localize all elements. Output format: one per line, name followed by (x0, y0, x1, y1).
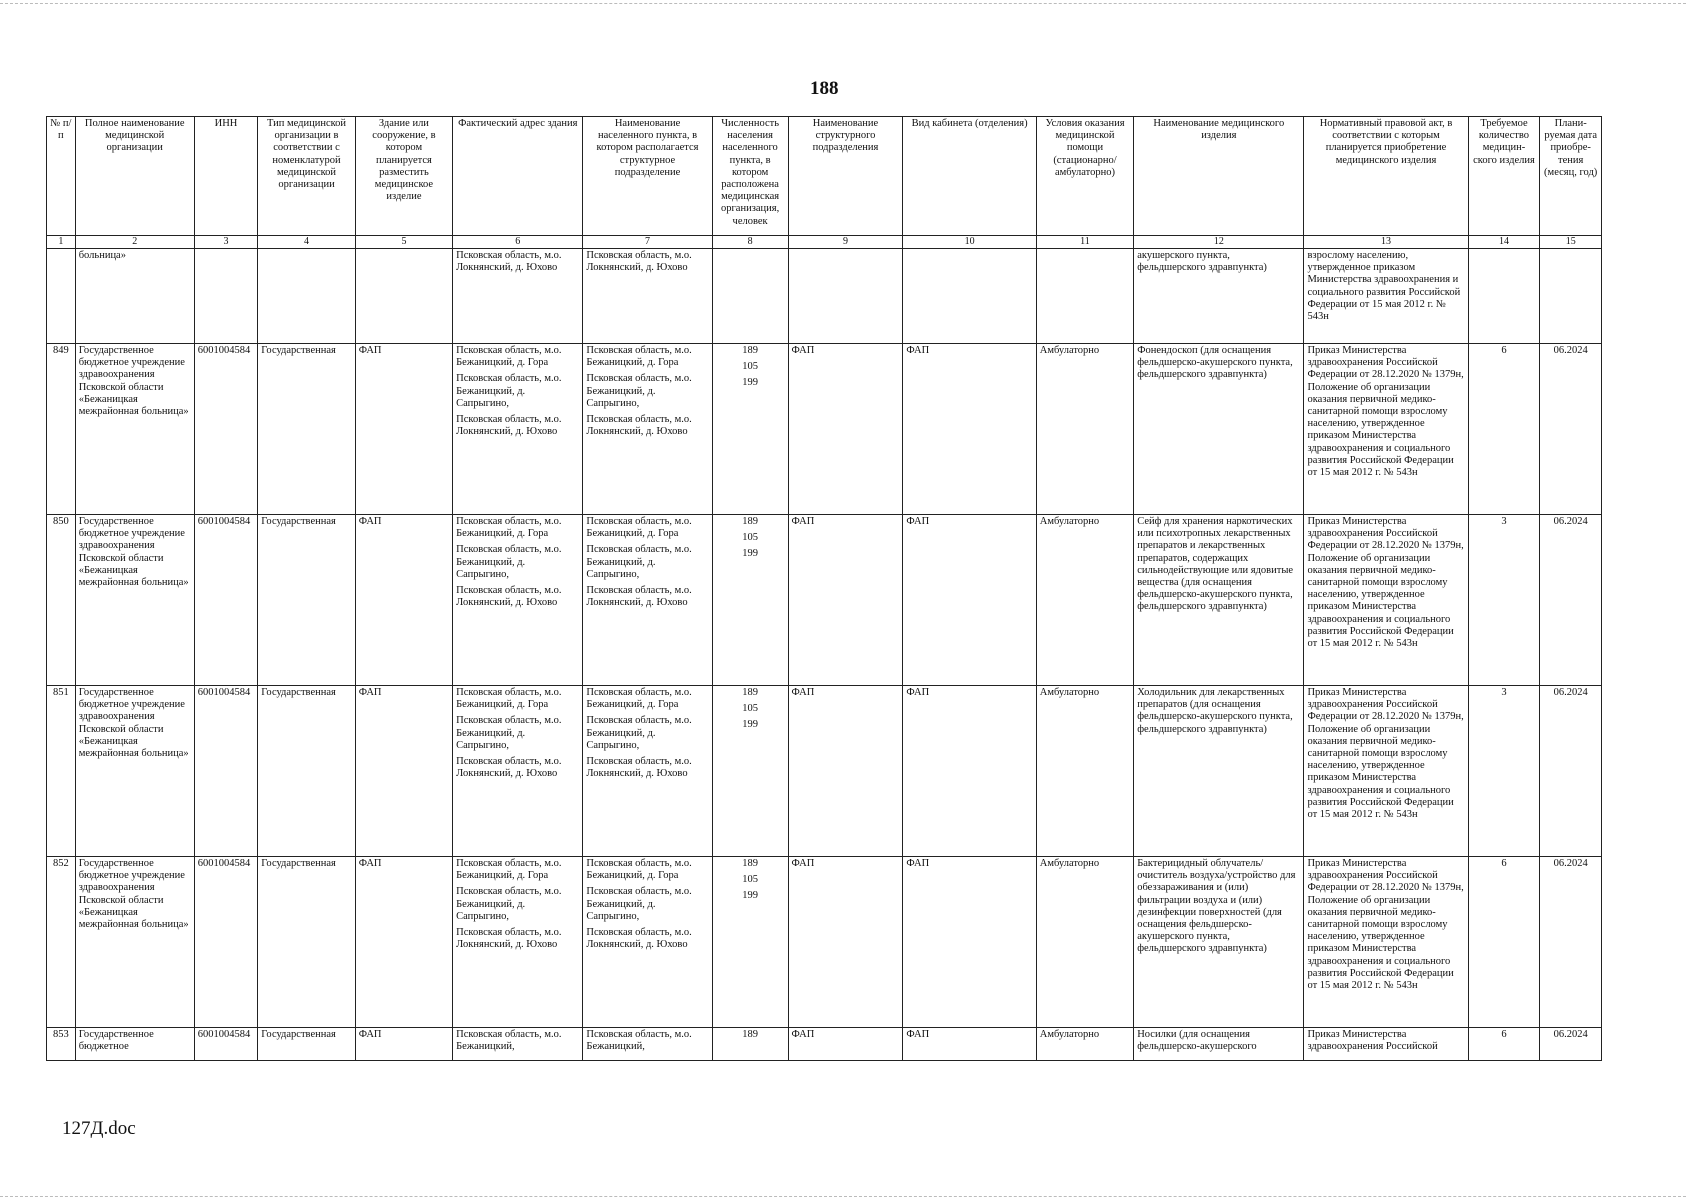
column-number: 11 (1036, 236, 1133, 249)
column-number: 13 (1304, 236, 1468, 249)
legal-act-cell: Приказ Министерства здравоохранения Российской Федерации от 28.12.2020 № 1379н, Положение об организации оказания первичной медико-санитарной помощи взрослому населению, утвержденное приказом Министерства здравоохранения и социального развития Российской Федерации от 15 мая 2012 г. № 543н (1304, 857, 1468, 1028)
settlement-cell (583, 344, 712, 515)
address-cell (453, 686, 583, 857)
quantity-cell: 3 (1468, 686, 1540, 857)
table-row (47, 515, 1602, 686)
settlement-cell-line: Псковская область, м.о. Бежаницкий, д. Гора (586, 687, 692, 711)
address-cell-line: Псковская область, м.о. Бежаницкий, д. Гора (456, 345, 562, 369)
inn-cell: 6001004584 (194, 857, 258, 1028)
cont-settlement: Псковская область, м.о. Локнянский, д. Юхово (583, 249, 712, 344)
settlement-cell-line: Псковская область, м.о. Локнянский, д. Юхово (586, 414, 692, 438)
record-number: 851 (47, 686, 76, 857)
org-type-cell: Государственная (258, 686, 355, 857)
purchase-date-cell: 06.2024 (1540, 686, 1602, 857)
address-cell-line: Псковская область, м.о. Локнянский, д. Юхово (456, 927, 562, 951)
population-cell-line: 199 (742, 377, 758, 389)
population-cell-line: 189 (742, 516, 758, 527)
address-cell-line: Псковская область, м.о. Бежаницкий, д. Гора (456, 858, 562, 882)
column-number: 7 (583, 236, 712, 249)
purchase-date-cell: 06.2024 (1540, 1028, 1602, 1061)
organization-name: Государственное бюджетное учреждение здравоохранения Псковской области «Бежаницкая межрайонная больница» (75, 686, 194, 857)
address-cell-line: Псковская область, м.о. Бежаницкий, д. Сапрыгино, (456, 886, 562, 922)
address-cell (453, 344, 583, 515)
equipment-table (46, 116, 1602, 1061)
column-number: 1 (47, 236, 76, 249)
quantity-cell: 6 (1468, 857, 1540, 1028)
record-number: 849 (47, 344, 76, 515)
unit-cell: ФАП (788, 857, 903, 1028)
population-cell-line: 189 (742, 687, 758, 698)
address-cell-line: Псковская область, м.о. Локнянский, д. Юхово (456, 756, 562, 780)
inn-cell: 6001004584 (194, 1028, 258, 1061)
organization-name: Государственное бюджетное учреждение здравоохранения Псковской области «Бежаницкая межрайонная больница» (75, 857, 194, 1028)
conditions-cell: Амбулаторно (1036, 515, 1133, 686)
quantity-cell: 6 (1468, 1028, 1540, 1061)
column-header: Численность населения населенного пункта, в котором расположена медицинская организация, человек (712, 117, 788, 236)
population-cell-line: 105 (742, 874, 758, 886)
inn-cell: 6001004584 (194, 344, 258, 515)
population-cell-line: 189 (742, 1029, 758, 1040)
inn-cell: 6001004584 (194, 515, 258, 686)
conditions-cell: Амбулаторно (1036, 686, 1133, 857)
column-header: Наименование структурного подразделения (788, 117, 903, 236)
building-cell: ФАП (355, 344, 452, 515)
continuation-row (47, 249, 1602, 344)
device-name-cell: Сейф для хранения наркотических или психотропных лекарственных препаратов и лекарственных препаратов, содержащих сильнодействующие или ядовитые вещества (для оснащения фельдшерско-акушерского пункта, фельдшерского здравпункта) (1134, 515, 1304, 686)
unit-cell: ФАП (788, 686, 903, 857)
settlement-cell-line: Псковская область, м.о. Бежаницкий, (586, 1029, 692, 1053)
settlement-cell-line: Псковская область, м.о. Бежаницкий, д. Сапрыгино, (586, 544, 692, 580)
organization-name: Государственное бюджетное учреждение здравоохранения Псковской области «Бежаницкая межрайонная больница» (75, 515, 194, 686)
column-number: 3 (194, 236, 258, 249)
purchase-date-cell: 06.2024 (1540, 515, 1602, 686)
column-number: 12 (1134, 236, 1304, 249)
quantity-cell: 3 (1468, 515, 1540, 686)
table-row (47, 344, 1602, 515)
conditions-cell: Амбулаторно (1036, 344, 1133, 515)
org-type-cell: Государственная (258, 857, 355, 1028)
address-cell (453, 857, 583, 1028)
column-number: 2 (75, 236, 194, 249)
column-header: Требуемое количество медицин-ского изделия (1468, 117, 1540, 236)
settlement-cell (583, 686, 712, 857)
population-cell-line: 199 (742, 890, 758, 902)
cont-address: Псковская область, м.о. Локнянский, д. Юхово (453, 249, 583, 344)
cont-org: больница» (75, 249, 194, 344)
population-cell-line: 199 (742, 548, 758, 560)
building-cell: ФАП (355, 1028, 452, 1061)
column-header: Нормативный правовой акт, в соответствии с которым планируется приобретение медицинского изделия (1304, 117, 1468, 236)
population-cell (712, 515, 788, 686)
column-header: Фактический адрес здания (453, 117, 583, 236)
settlement-cell-line: Псковская область, м.о. Локнянский, д. Юхово (586, 585, 692, 609)
table-row (47, 686, 1602, 857)
address-cell-line: Псковская область, м.о. Бежаницкий, д. Сапрыгино, (456, 373, 562, 409)
header-row (47, 117, 1602, 236)
population-cell-line: 189 (742, 345, 758, 356)
column-header: Здание или сооружение, в котором планируется разместить медицинское изделие (355, 117, 452, 236)
cont-device: акушерского пункта, фельдшерского здравпункта) (1134, 249, 1304, 344)
file-name-footer: 127Д.doc (62, 1118, 136, 1139)
address-cell-line: Псковская область, м.о. Бежаницкий, д. Сапрыгино, (456, 544, 562, 580)
unit-cell: ФАП (788, 515, 903, 686)
unit-cell: ФАП (788, 1028, 903, 1061)
org-type-cell: Государственная (258, 1028, 355, 1061)
settlement-cell-line: Псковская область, м.о. Бежаницкий, д. Гора (586, 516, 692, 540)
settlement-cell (583, 515, 712, 686)
settlement-cell-line: Псковская область, м.о. Бежаницкий, д. Сапрыгино, (586, 373, 692, 409)
cabinet-cell: ФАП (903, 1028, 1036, 1061)
org-type-cell: Государственная (258, 344, 355, 515)
cabinet-cell: ФАП (903, 344, 1036, 515)
cabinet-cell: ФАП (903, 857, 1036, 1028)
quantity-cell: 6 (1468, 344, 1540, 515)
building-cell: ФАП (355, 686, 452, 857)
legal-act-cell: Приказ Министерства здравоохранения Российской Федерации от 28.12.2020 № 1379н, Положение об организации оказания первичной медико-санитарной помощи взрослому населению, утвержденное приказом Министерства здравоохранения и социального развития Российской Федерации от 15 мая 2012 г. № 543н (1304, 686, 1468, 857)
cont-act: взрослому населению, утвержденное приказом Министерства здравоохранения и социального развития Российской Федерации от 15 мая 2012 г. № 543н (1304, 249, 1468, 344)
column-header: № п/п (47, 117, 76, 236)
column-header: Наименование населенного пункта, в котором располагается структурное подразделение (583, 117, 712, 236)
address-cell (453, 1028, 583, 1061)
conditions-cell: Амбулаторно (1036, 857, 1133, 1028)
address-cell-line: Псковская область, м.о. Бежаницкий, д. Гора (456, 516, 562, 540)
settlement-cell-line: Псковская область, м.о. Бежаницкий, д. Сапрыгино, (586, 715, 692, 751)
population-cell-line: 105 (742, 703, 758, 715)
address-cell-line: Псковская область, м.о. Локнянский, д. Юхово (456, 414, 562, 438)
column-header: Вид кабинета (отделения) (903, 117, 1036, 236)
address-cell-line: Псковская область, м.о. Локнянский, д. Юхово (456, 585, 562, 609)
column-number: 10 (903, 236, 1036, 249)
building-cell: ФАП (355, 857, 452, 1028)
record-number: 853 (47, 1028, 76, 1061)
scan-edge-top (0, 3, 1686, 4)
device-name-cell: Холодильник для лекарственных препаратов (для оснащения фельдшерско-акушерского пункта, фельдшерского здравпункта) (1134, 686, 1304, 857)
column-number-row (47, 236, 1602, 249)
cabinet-cell: ФАП (903, 686, 1036, 857)
column-number: 15 (1540, 236, 1602, 249)
column-number: 4 (258, 236, 355, 249)
legal-act-cell: Приказ Министерства здравоохранения Российской (1304, 1028, 1468, 1061)
column-header: ИНН (194, 117, 258, 236)
purchase-date-cell: 06.2024 (1540, 857, 1602, 1028)
settlement-cell-line: Псковская область, м.о. Бежаницкий, д. Гора (586, 345, 692, 369)
address-cell (453, 515, 583, 686)
legal-act-cell: Приказ Министерства здравоохранения Российской Федерации от 28.12.2020 № 1379н, Положение об организации оказания первичной медико-санитарной помощи взрослому населению, утвержденное приказом Министерства здравоохранения и социального развития Российской Федерации от 15 мая 2012 г. № 543н (1304, 344, 1468, 515)
address-cell-line: Псковская область, м.о. Бежаницкий, д. Гора (456, 687, 562, 711)
population-cell (712, 857, 788, 1028)
column-header: Наименование медицинского изделия (1134, 117, 1304, 236)
device-name-cell: Фонендоскоп (для оснащения фельдшерско-акушерского пункта, фельдшерского здравпункта) (1134, 344, 1304, 515)
settlement-cell-line: Псковская область, м.о. Бежаницкий, д. Сапрыгино, (586, 886, 692, 922)
column-number: 14 (1468, 236, 1540, 249)
population-cell (712, 1028, 788, 1061)
column-header: Тип медицинской организации в соответствии с номенклатурой медицинской организации (258, 117, 355, 236)
population-cell (712, 686, 788, 857)
cabinet-cell: ФАП (903, 515, 1036, 686)
settlement-cell-line: Псковская область, м.о. Бежаницкий, д. Гора (586, 858, 692, 882)
population-cell-line: 105 (742, 361, 758, 373)
population-cell-line: 189 (742, 858, 758, 869)
building-cell: ФАП (355, 515, 452, 686)
inn-cell: 6001004584 (194, 686, 258, 857)
purchase-date-cell: 06.2024 (1540, 344, 1602, 515)
organization-name: Государственное бюджетное учреждение здравоохранения Псковской области «Бежаницкая межрайонная больница» (75, 344, 194, 515)
column-number: 6 (453, 236, 583, 249)
population-cell-line: 199 (742, 719, 758, 731)
unit-cell: ФАП (788, 344, 903, 515)
column-number: 5 (355, 236, 452, 249)
column-number: 8 (712, 236, 788, 249)
column-header: Условия оказания медицинской помощи (стационарно/ амбулаторно) (1036, 117, 1133, 236)
scan-edge-bottom (0, 1196, 1686, 1197)
record-number: 852 (47, 857, 76, 1028)
device-name-cell: Носилки (для оснащения фельдшерско-акушерского (1134, 1028, 1304, 1061)
settlement-cell-line: Псковская область, м.о. Локнянский, д. Юхово (586, 756, 692, 780)
address-cell-line: Псковская область, м.о. Бежаницкий, д. Сапрыгино, (456, 715, 562, 751)
population-cell-line: 105 (742, 532, 758, 544)
settlement-cell-line: Псковская область, м.о. Локнянский, д. Юхово (586, 927, 692, 951)
address-cell-line: Псковская область, м.о. Бежаницкий, (456, 1029, 562, 1053)
settlement-cell (583, 857, 712, 1028)
conditions-cell: Амбулаторно (1036, 1028, 1133, 1061)
organization-name: Государственное бюджетное (75, 1028, 194, 1061)
page-number: 188 (810, 78, 839, 99)
table-row (47, 857, 1602, 1028)
column-number: 9 (788, 236, 903, 249)
table-row (47, 1028, 1602, 1061)
record-number: 850 (47, 515, 76, 686)
column-header: Плани-руемая дата приобре-тения (месяц, год) (1540, 117, 1602, 236)
org-type-cell: Государственная (258, 515, 355, 686)
column-header: Полное наименование медицинской организации (75, 117, 194, 236)
legal-act-cell: Приказ Министерства здравоохранения Российской Федерации от 28.12.2020 № 1379н, Положение об организации оказания первичной медико-санитарной помощи взрослому населению, утвержденное приказом Министерства здравоохранения и социального развития Российской Федерации от 15 мая 2012 г. № 543н (1304, 515, 1468, 686)
population-cell (712, 344, 788, 515)
settlement-cell (583, 1028, 712, 1061)
device-name-cell: Бактерицидный облучатель/очиститель воздуха/устройство для обеззараживания и (или) фильтрации воздуха и (или) дезинфекции поверхностей (для оснащения фельдшерско-акушерского пункта, фельдшерского здравпункта) (1134, 857, 1304, 1028)
